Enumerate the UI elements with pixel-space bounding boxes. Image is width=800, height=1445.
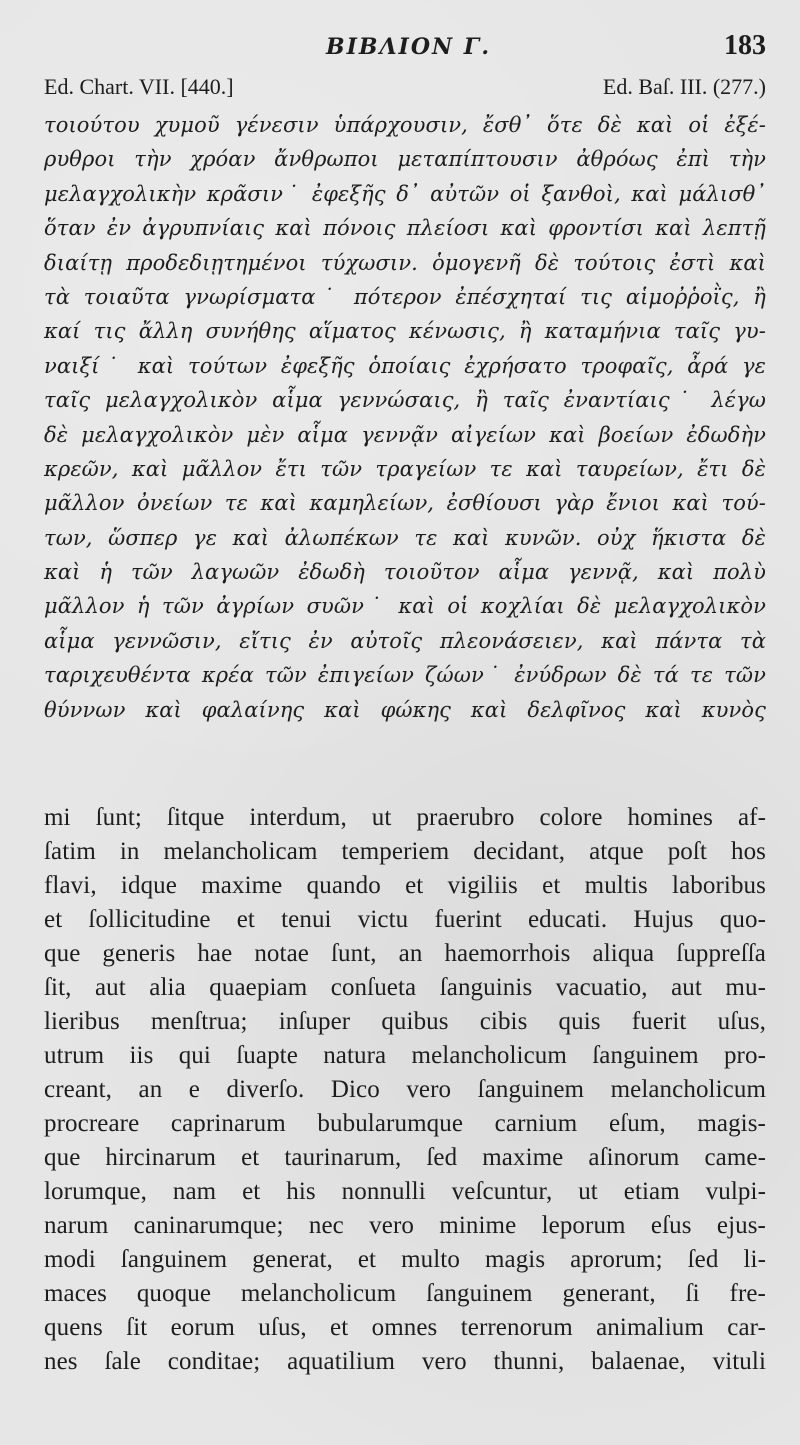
latin-text-block: [44, 801, 766, 1379]
latin-line: utrum iis qui ſuapte natura melancholicum ſanguinem pro-: [44, 1042, 766, 1070]
latin-line: flavi, idque maxime quando et vigiliis et multis laboribus: [44, 872, 766, 900]
latin-line: que hircinarum et taurinarum, ſed maxime aſinorum came-: [44, 1144, 766, 1172]
latin-line: maces quoque melancholicum ſanguinem generant, ſi fre-: [44, 1280, 766, 1308]
greek-line: ρυθροι τὴν χρόαν ἄνθρωποι μεταπίπτουσιν ἀθρόως ἐπὶ τὴν: [44, 147, 766, 172]
edition-right-reference: Ed. Baſ. III. (277.): [602, 74, 766, 99]
book-title: ΒΙΒΛΙΟΝ Γ.: [326, 34, 492, 60]
latin-line: creant, an e diverſo. Dico vero ſanguinem melancholicum: [44, 1076, 766, 1104]
latin-line: lorumque, nam et his nonnulli veſcuntur, ut etiam vulpi-: [44, 1178, 766, 1206]
greek-line: μᾶλλον ἡ τῶν ἀγρίων συῶν˙ καὶ οἱ κοχλίαι δὲ μελαγχολικὸν: [44, 594, 766, 619]
latin-line: mi ſunt; ſitque interdum, ut praerubro colore homines af-: [44, 804, 766, 832]
greek-line: καὶ ἡ τῶν λαγωῶν ἐδωδὴ τοιοῦτον αἷμα γεννᾷ, καὶ πολὺ: [44, 560, 766, 585]
greek-line: διαίτῃ προδεδιῃτημένοι τύχωσιν. ὁμογενῆ δὲ τούτοις ἐστὶ καὶ: [44, 250, 766, 275]
page-number: 183: [724, 30, 766, 61]
greek-line: ναιξί˙ καὶ τούτων ἐφεξῆς ὁποίαις ἐχρήσατο τροφαῖς, ἆρά γε: [44, 353, 766, 378]
latin-line: et ſollicitudine et tenui victu fuerint educati. Hujus quo-: [44, 906, 766, 934]
greek-line: κρεῶν, καὶ μᾶλλον ἔτι τῶν τραγείων τε καὶ ταυρείων, ἔτι δὲ: [44, 456, 766, 481]
greek-line: καί τις ἄλλη συνήθης αἵματος κένωσις, ἢ καταμήνια ταῖς γυ-: [44, 319, 766, 344]
latin-line: nes ſale conditae; aquatilium vero thunni, balaenae, vituli: [44, 1348, 766, 1376]
greek-line: τοιούτου χυμοῦ γένεσιν ὑπάρχουσιν, ἔσθ᾽ ὅτε δὲ καὶ οἱ ἐξέ-: [44, 113, 766, 137]
latin-line: ſit, aut alia quaepiam conſueta ſanguinis vacuatio, aut mu-: [44, 974, 766, 1002]
greek-line: αἷμα γεννῶσιν, εἴτις ἐν αὐτοῖς πλεονάσειεν, καὶ πάντα τὰ: [44, 628, 766, 653]
greek-text-block: [44, 108, 766, 727]
greek-line: ὅταν ἐν ἀγρυπνίαις καὶ πόνοις πλείοσι καὶ φροντίσι καὶ λεπτῇ: [44, 216, 766, 241]
latin-line: ſatim in melancholicam temperiem decidant, atque poſt hos: [44, 838, 766, 866]
greek-line: των, ὥσπερ γε καὶ ἀλωπέκων τε καὶ κυνῶν. οὐχ ἥκιστα δὲ: [44, 525, 766, 550]
edition-left-reference: Ed. Chart. VII. [440.]: [44, 74, 234, 99]
greek-line: ταριχευθέντα κρέα τῶν ἐπιγείων ζώων˙ ἐνύδρων δὲ τά τε τῶν: [44, 663, 766, 688]
greek-line: θύννων καὶ φαλαίνης καὶ φώκης καὶ δελφῖνος καὶ κυνὸς: [44, 697, 766, 722]
running-head: [44, 26, 766, 72]
greek-line: δὲ μελαγχολικὸν μὲν αἷμα γεννᾷν αἰγείων καὶ βοείων ἐδωδὴν: [44, 422, 766, 447]
greek-line: μελαγχολικὴν κρᾶσιν˙ ἐφεξῆς δ᾽ αὐτῶν οἱ ξανθοὶ, καὶ μάλισθ᾽: [44, 181, 766, 206]
greek-line: τὰ τοιαῦτα γνωρίσματα˙ πότερον ἐπέσχηταί τις αἱμοῤῥοῒς, ἢ: [44, 284, 766, 309]
latin-line: lieribus menſtrua; inſuper quibus cibis quis fuerit uſus,: [44, 1008, 766, 1036]
greek-line: μᾶλλον ὀνείων τε καὶ καμηλείων, ἐσθίουσι γὰρ ἔνιοι καὶ τού-: [44, 491, 766, 516]
greek-line: ταῖς μελαγχολικὸν αἷμα γεννώσαις, ἢ ταῖς ἐναντίαις˙ λέγω: [44, 388, 766, 413]
latin-line: que generis hae notae ſunt, an haemorrhois aliqua ſuppreſſa: [44, 940, 766, 968]
latin-line: procreare caprinarum bubularumque carnium eſum, magis-: [44, 1110, 766, 1138]
latin-line: quens ſit eorum uſus, et omnes terrenorum animalium car-: [44, 1314, 766, 1342]
latin-line: narum caninarumque; nec vero minime leporum eſus ejus-: [44, 1212, 766, 1240]
edition-reference-line: [44, 72, 766, 106]
latin-line: modi ſanguinem generat, et multo magis aprorum; ſed li-: [44, 1246, 766, 1274]
